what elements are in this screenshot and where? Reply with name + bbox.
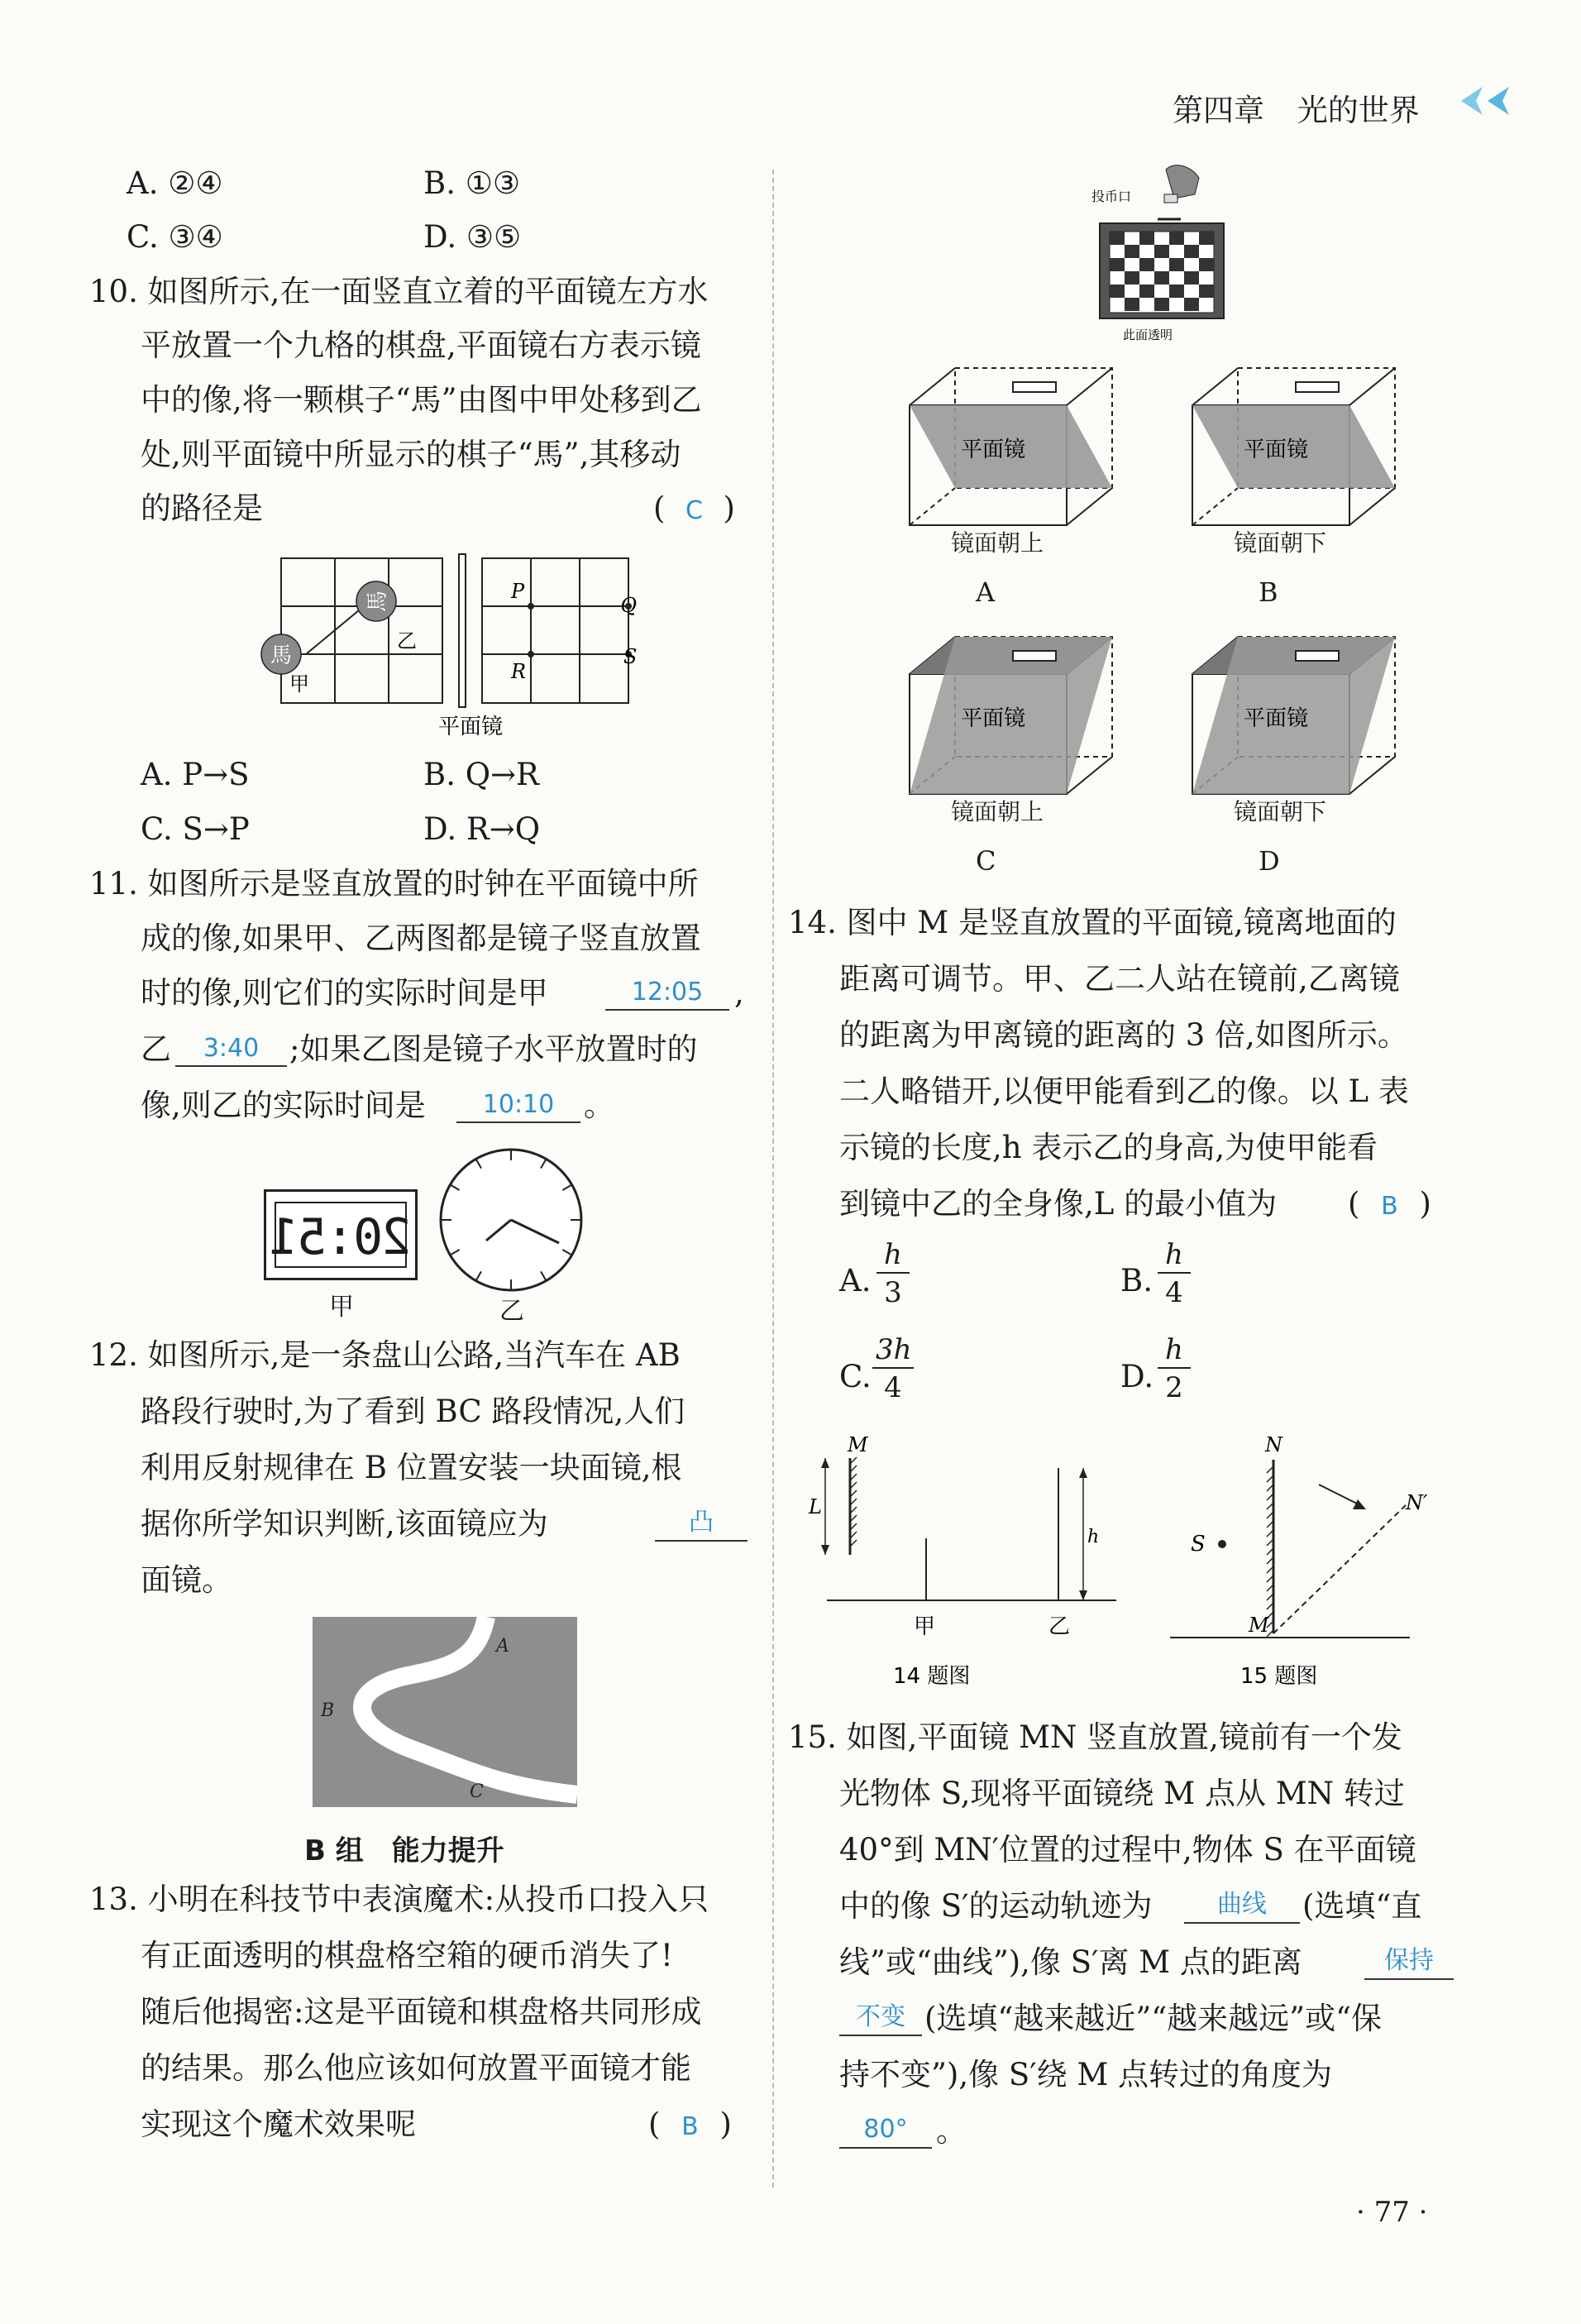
q14-option-c-letter: C. [839,1359,872,1394]
q9-option-b: B. ①③ [423,165,521,201]
q11-line: 像,则乙的实际时间是 [141,1088,426,1123]
q15-answer-trajectory: 曲线 [1184,1887,1300,1924]
q14-option-d-letter: D. [1120,1359,1154,1394]
page-number: · 77 · [1356,2196,1428,2229]
q10-option-c: C. S→P [141,811,250,847]
box-a-letter: A [976,576,996,608]
q14-option-a-frac: $\frac{h}{3}$ [876,1241,910,1307]
box-c-letter: C [976,845,996,877]
q13-line: 随后他揭密:这是平面镜和棋盘格共同形成 [141,1994,702,2030]
q9-option-a: A. ②④ [127,165,223,201]
q10-answer: C [685,496,703,525]
q14-answer-bracket: ( B ) [1348,1186,1431,1222]
q10-line: 的路径是 [141,490,263,526]
box-a-caption: 镜面朝上 [951,529,1044,557]
q15-answer-distance-2: 不变 [839,2000,922,2036]
label-jia: 甲 [289,672,309,696]
box-a-mirror-label: 平面镜 [961,438,1026,462]
mirror-label: 平面镜 [438,715,504,739]
piece-label-end: 馬 [365,590,390,613]
q9-option-d: D. ③⑤ [423,219,522,255]
box-option-b [1188,364,1403,529]
label-yi: 乙 [397,629,417,653]
q11-comma: , [734,975,744,1011]
box-b-mirror-label: 平面镜 [1244,438,1309,462]
q15-line: 持不变”),像 S′绕 M 点转过的角度为 [839,2057,1333,2092]
q13-line: 有正面透明的棋盘格空箱的硬币消失了! [141,1938,673,1973]
label-a: A [496,1636,509,1657]
box-option-d [1188,633,1403,798]
q14-answer: B [1381,1192,1398,1221]
q10-line: 处,则平面镜中所显示的棋子“馬”,其移动 [141,437,681,472]
q10-option-a: A. P→S [141,757,250,792]
q12-line: 12. 如图所示,是一条盘山公路,当汽车在 AB [89,1337,681,1373]
label-jia-clock: 甲 [329,1293,354,1322]
q12-answer: 凸 [655,1505,748,1542]
label-h: h [1087,1527,1100,1547]
q15-line: 15. 如图,平面镜 MN 竖直放置,镜前有一个发 [788,1719,1402,1755]
q15-line: 光物体 S,现将平面镜绕 M 点从 MN 转过 [839,1776,1405,1811]
q11-answer-horizontal: 10:10 [456,1088,580,1123]
label-m14: M [848,1433,868,1456]
q10-chessboard-figure [270,550,645,744]
digital-clock-display: 20:51 [270,1208,412,1266]
q13-answer-bracket: ( B ) [648,2106,732,2142]
q14-caption: 14 题图 [893,1664,971,1689]
box-c-caption: 镜面朝上 [951,798,1044,825]
label-n-prime: N′ [1406,1491,1428,1514]
q14-option-a-letter: A. [839,1263,872,1298]
q13-answer: B [681,2112,699,2141]
q12-line: 路段行驶时,为了看到 BC 路段情况,人们 [141,1394,685,1429]
chapter-title: 光的世界 [1297,93,1420,128]
q14-figure [802,1427,1116,1700]
q10-option-d: D. R→Q [423,811,541,847]
q15-figure [1158,1427,1431,1700]
q11-line: ;如果乙图是镜子水平放置时的 [289,1031,698,1067]
q11-answer-jia: 12:05 [605,976,729,1011]
q10-option-b: B. Q→R [423,757,539,792]
box-option-c [905,633,1120,798]
q11-line: 11. 如图所示是竖直放置的时钟在平面镜中所 [89,866,699,901]
q13-line: 的结果。那么他应该如何放置平面镜才能 [141,2050,691,2086]
q14-option-b-letter: B. [1120,1263,1153,1298]
q15-line: 中的像 S′的运动轨迹为 [839,1888,1153,1924]
transparent-label: 此面透明 [1123,328,1173,342]
label-b: B [321,1700,335,1721]
column-divider [772,170,774,2188]
box-d-letter: D [1259,845,1280,877]
box-d-caption: 镜面朝下 [1234,798,1327,825]
label-q: Q [620,594,637,617]
q14-option-d-frac: $\frac{h}{2}$ [1158,1336,1191,1402]
q10-line: 中的像,将一颗棋子“馬”由图中甲处移到乙 [141,382,702,418]
q11-period: 。 [584,1088,614,1123]
q15-answer-distance-1: 保持 [1364,1944,1454,1980]
label-l: L [809,1495,822,1518]
q10-line: 平放置一个九格的棋盘,平面镜右方表示镜 [141,328,701,363]
q11-answer-yi: 3:40 [175,1032,287,1067]
label-jia14: 甲 [914,1614,936,1639]
q14-line: 到镜中乙的全身像,L 的最小值为 [839,1186,1278,1222]
q14-option-b-frac: $\frac{h}{4}$ [1158,1241,1191,1307]
q15-line: (选填“直 [1302,1888,1422,1924]
q14-line: 距离可调节。甲、乙二人站在镜前,乙离镜 [839,961,1400,997]
q15-caption: 15 题图 [1240,1664,1318,1689]
q10-answer-bracket: ( C ) [653,490,735,526]
q14-line: 的距离为甲离镜的距离的 3 倍,如图所示。 [839,1017,1408,1053]
label-m15: M [1249,1614,1269,1637]
label-s: S [623,645,638,668]
q15-line: 线”或“曲线”),像 S′离 M 点的距离 [839,1944,1302,1980]
q15-line: 40°到 MN′位置的过程中,物体 S 在平面镜 [839,1832,1416,1867]
digital-clock [264,1189,418,1280]
box-d-mirror-label: 平面镜 [1244,706,1309,731]
section-b-heading: B 组 能力提升 [304,1834,504,1867]
q15-answer-angle: 80° [839,2112,932,2149]
q15-line: (选填“越来越近”“越来越远”或“保 [924,2001,1383,2036]
q12-line: 面镜。 [141,1562,232,1598]
label-n: N [1265,1433,1282,1456]
chapter-number: 第四章 [1173,93,1264,128]
q15-period: 。 [936,2113,967,2149]
q12-line: 利用反射规律在 B 位置安装一块面镜,根 [141,1450,682,1485]
box-b-caption: 镜面朝下 [1234,529,1327,557]
chapter-header [1173,85,1420,130]
label-c: C [470,1781,484,1802]
q14-option-c-frac: $\frac{3h}{4}$ [872,1336,914,1402]
q9-option-c: C. ③④ [127,219,223,255]
mountain-road-figure [313,1617,577,1807]
q11-line: 乙 [141,1031,171,1067]
double-arrow-icon [1458,85,1512,117]
q14-line: 二人略错开,以便甲能看到乙的像。以 L 表 [839,1074,1409,1109]
q12-line: 据你所学知识判断,该面镜应为 [141,1506,548,1542]
coin-box-figure [1075,161,1249,351]
label-p: P [511,580,525,603]
q14-line: 示镜的长度,h 表示乙的身高,为使甲能看 [839,1130,1378,1165]
q11-line: 成的像,如果甲、乙两图都是镜子竖直放置 [141,921,701,956]
q11-line: 时的像,则它们的实际时间是甲 [141,975,548,1011]
label-yi14: 乙 [1048,1614,1071,1639]
label-yi-clock: 乙 [499,1297,524,1326]
box-c-mirror-label: 平面镜 [961,706,1026,731]
coin-slot-label: 投币口 [1091,189,1132,204]
q13-line: 13. 小明在科技节中表演魔术:从投币口投入只 [89,1882,709,1917]
piece-label-start: 馬 [270,643,293,668]
q14-line: 14. 图中 M 是竖直放置的平面镜,镜离地面的 [788,905,1397,940]
box-option-a [905,364,1120,529]
box-b-letter: B [1259,576,1278,608]
label-s15: S [1191,1532,1206,1557]
q13-line: 实现这个魔术效果呢 [141,2106,416,2142]
label-r: R [511,660,527,683]
analog-clock [437,1145,585,1294]
q10-line: 10. 如图所示,在一面竖直立着的平面镜左方水 [89,274,709,309]
